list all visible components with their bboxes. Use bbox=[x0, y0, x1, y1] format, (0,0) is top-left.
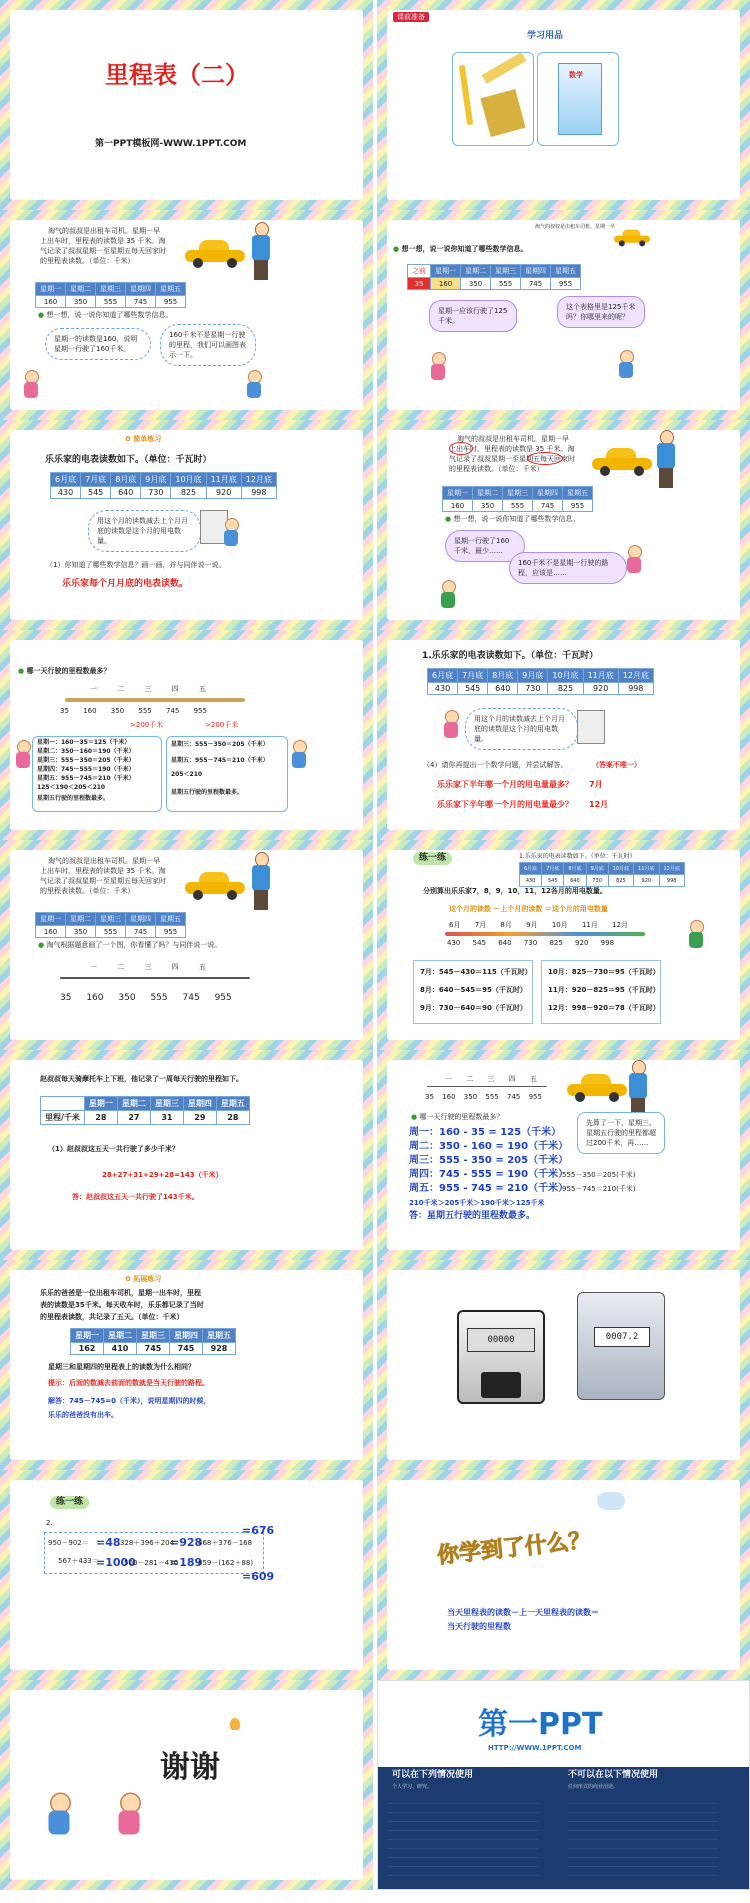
calc-line: 周四：745 - 555 = 190（千米） bbox=[409, 1169, 569, 1180]
hint-text: 提示：后面的数减去前面的数就是当天行驶的路程。 bbox=[48, 1379, 209, 1387]
result: =48 bbox=[96, 1536, 121, 1549]
calc-line: 125＜190＜205＜210 bbox=[37, 784, 106, 791]
result: =676 bbox=[242, 1524, 275, 1537]
prompt-text: ● 哪一天行驶的里程数最多？ bbox=[18, 667, 111, 675]
girl-image bbox=[625, 545, 643, 575]
prompt-text: ● 想一想，说一说你知道了哪些数学信息。 bbox=[445, 515, 580, 523]
calc-line: 205＜210 bbox=[171, 771, 203, 778]
calc-line: 星期三：555－350＝205（千米） bbox=[171, 741, 269, 748]
can-use-text: 个人学习、研究。 bbox=[392, 1784, 433, 1790]
para-line: 上出车时，里程表的读数是 35 千米。淘 bbox=[40, 867, 166, 875]
slide-odometer-3[interactable] bbox=[377, 420, 750, 630]
calc-box-right bbox=[541, 960, 661, 1024]
slide-most-distance-2[interactable] bbox=[377, 1050, 750, 1260]
summary-line: 当天行驶的里程数 bbox=[447, 1622, 511, 1631]
summary-line: 当天里程表的读数－上一天里程表的读数＝ bbox=[447, 1608, 599, 1617]
expression: 500－281－430 bbox=[124, 1559, 179, 1567]
taxi-image bbox=[614, 230, 650, 247]
slide-summary[interactable] bbox=[377, 1470, 750, 1680]
result: =1000 bbox=[96, 1556, 136, 1569]
para-line: 的里程表读数。（单位：千米） bbox=[40, 257, 135, 265]
slide-practice-electricity[interactable] bbox=[377, 840, 750, 1050]
summary-title: 你学到了什么？ bbox=[436, 1528, 592, 1569]
calc-line: 星期五行驶的里程数最多。 bbox=[37, 795, 110, 802]
calc-line: 星期四：745－555＝190（千米） bbox=[37, 766, 135, 773]
slide-meters[interactable] bbox=[377, 1260, 750, 1470]
balloon-icon bbox=[230, 1718, 240, 1730]
para-line: 的里程表读数。（单位：千米） bbox=[40, 887, 135, 895]
para-line: 乐乐的爸爸是一位出租车司机，星期一出车时，里程 bbox=[40, 1289, 201, 1297]
number-labels: 35 160 350 555 745 955 bbox=[60, 707, 207, 715]
odometer-table: 星期一 星期二 星期三 星期四 星期五 160 350 555 745 955 bbox=[35, 912, 186, 938]
para-line: 淘气的叔叔是出租车司机。星期一早 bbox=[48, 857, 160, 865]
calc-line: 7月：545－430＝115（千瓦时） bbox=[420, 968, 532, 976]
result: =609 bbox=[242, 1570, 275, 1583]
slide-practice-calc[interactable] bbox=[0, 1470, 373, 1680]
slide-title-text: 里程表（二） bbox=[105, 61, 249, 89]
compare-text: 210千米＞205千米＞190千米＞125千米 bbox=[409, 1199, 545, 1207]
driver-image bbox=[655, 430, 677, 488]
answer-text: 乐乐家每个月月底的电表读数。 bbox=[62, 579, 189, 589]
question-text: 乐乐家的电表读数如下。（单位：千瓦时） bbox=[45, 455, 212, 465]
calc-box-left bbox=[413, 960, 533, 1024]
section-header: 练一练 bbox=[413, 852, 452, 865]
boy-image bbox=[439, 580, 457, 610]
brand-url: HTTP://WWW.1PPT.COM bbox=[488, 1744, 582, 1752]
question-text: 分别算出乐乐家7，8，9，10，11，12各月的用电数量。 bbox=[423, 887, 607, 895]
boy-image bbox=[617, 350, 635, 380]
taxi-image bbox=[185, 872, 245, 900]
taxi-image bbox=[567, 1074, 627, 1102]
month-labels: 6月 7月 8月 9月 10月 11月 12月 bbox=[449, 921, 629, 929]
meter-table: 6月底 7月底 8月底 9月底 10月底 11月底 12月底 430 545 640 730 825 920 998 bbox=[427, 668, 654, 695]
supplies-box-right bbox=[537, 52, 619, 146]
month-values: 430 545 640 730 825 920 998 bbox=[447, 939, 615, 947]
calc-line: 周一：160 - 35 = 125（千米） bbox=[409, 1127, 562, 1138]
girl-image bbox=[22, 370, 40, 400]
slide-title[interactable] bbox=[0, 0, 373, 210]
speech-bubble: 星期一行驶了160千米，最少…… bbox=[445, 530, 525, 562]
question-1: （1）赵叔叔这五天一共行驶了多少千米？ bbox=[48, 1145, 179, 1153]
electric-meter-image bbox=[457, 1310, 545, 1404]
speech-bubble: 星期一的读数是160，说明星期一行驶了160千米。 bbox=[45, 328, 151, 360]
odometer-table: 星期一 星期二 星期三 星期四 星期五 160 350 555 745 955 bbox=[35, 282, 186, 308]
calc-line: 星期二：350－160＝190（千米） bbox=[37, 748, 135, 755]
section-header: ✿ 拓展练习 bbox=[125, 1275, 162, 1283]
para-line: 气记录了叔叔星期一至星期五每天回家时 bbox=[40, 247, 166, 255]
answer-text: 答：星期五行驶的里程数最多。 bbox=[409, 1211, 536, 1221]
supplies-title: 学习用品 bbox=[527, 31, 564, 41]
result: =928 bbox=[170, 1536, 203, 1549]
cannot-use-heading: 不可以在以下情况使用 bbox=[568, 1770, 659, 1780]
odometer-table: 之前 星期一 星期二 星期三 星期四 星期五 35 160 350 555 745 955 bbox=[407, 264, 581, 290]
supplies-box-left bbox=[452, 52, 534, 146]
can-use-heading: 可以在下列情况使用 bbox=[392, 1770, 474, 1780]
number-labels: 35 160 350 555 745 955 bbox=[425, 1093, 542, 1101]
girl-image bbox=[14, 740, 32, 770]
pencil-icon bbox=[459, 65, 473, 125]
calc-text: 28+27+31+29+28=143（千米） bbox=[102, 1171, 223, 1179]
answer-text: 答：赵叔叔这五天一共行驶了143千米。 bbox=[72, 1193, 199, 1201]
meter-base bbox=[481, 1372, 521, 1398]
boy-image bbox=[290, 740, 308, 770]
expression: 859－(162＋88) bbox=[198, 1559, 254, 1567]
day-labels: 一 二 三 四 五 bbox=[90, 963, 206, 971]
slide-thanks[interactable] bbox=[0, 1680, 373, 1890]
meter-display: 0007.2 bbox=[594, 1327, 650, 1347]
calc-line: 8月：640－545＝95（千瓦时） bbox=[420, 986, 527, 994]
expression: 328＋396＋204 bbox=[120, 1539, 175, 1547]
calc-line: 10月：825－730＝95（千瓦时） bbox=[548, 968, 660, 976]
calc-line: 9月：730－640＝90（千瓦时） bbox=[420, 1004, 527, 1012]
para-line: 淘气的叔叔是出租车司机。星期一早 bbox=[48, 227, 160, 235]
mini-text: 淘气的叔叔是出租车司机。星期一早 bbox=[535, 224, 616, 230]
small-title: 1.乐乐家的电表读数如下。（单位：千瓦时） bbox=[519, 853, 636, 860]
calc-line: 星期五行驶的里程数最多。 bbox=[171, 789, 244, 796]
gt-label: >200千米 bbox=[130, 721, 164, 729]
para-line: 上出车时，里程表的读数是 35 千米。淘 bbox=[449, 445, 575, 453]
tag-label: 课前准备 bbox=[393, 12, 429, 22]
boy-image bbox=[245, 370, 263, 400]
calc-line: 周二：350 - 160 = 190（千米） bbox=[409, 1141, 569, 1152]
question-4: （4）请你再提出一个数学问题，并尝试解答。 bbox=[423, 761, 568, 769]
question-text: 星期三和星期四的里程表上的读数为什么相同？ bbox=[48, 1363, 195, 1371]
speech-bubble: 160千米不是星期一行驶的里程，我们可以画图表示一下。 bbox=[160, 324, 256, 366]
number-line bbox=[445, 932, 645, 936]
girl-image bbox=[429, 352, 447, 382]
question-text: 赵叔叔每天骑摩托车上下班，他记录了一周每天行驶的里程如下。 bbox=[40, 1075, 243, 1083]
slide-electricity-1[interactable] bbox=[0, 420, 373, 630]
calc-line: 星期五：955－745＝210（千米） bbox=[171, 757, 269, 764]
highlight-circle bbox=[527, 452, 563, 465]
day-labels: 一 二 三 四 五 bbox=[90, 685, 206, 693]
para-line: 上出车时，里程表的读数是 35 千米。淘 bbox=[40, 237, 166, 245]
calc-line: 周五：955 - 745 = 210（千米） bbox=[409, 1183, 569, 1194]
slide-electricity-2[interactable] bbox=[377, 630, 750, 840]
answer-2: 乐乐家下半年哪一个月的用电量最少？ 12月 bbox=[437, 800, 609, 809]
para-line: 淘气的叔叔是出租车司机。星期一早 bbox=[457, 435, 569, 443]
driver-image bbox=[250, 222, 272, 280]
odometer-table: 星期一 星期二 星期三 星期四 星期五 162 410 745 745 928 bbox=[70, 1328, 236, 1355]
para-line: 表的读数是35千米。每天收车时，乐乐都记录了当时 bbox=[40, 1301, 204, 1309]
number-line bbox=[427, 1086, 547, 1087]
para-line: 气记录了叔叔星期一至星期五每天回家时 bbox=[40, 877, 166, 885]
number-labels: 35 160 350 555 745 955 bbox=[60, 993, 232, 1003]
speech-bubble: 用这个月的读数减去上个月月底的读数是这个月的用电数量。 bbox=[465, 708, 578, 750]
calc-line: 星期一：160－35＝125（千米） bbox=[37, 739, 131, 746]
driver-image bbox=[250, 852, 272, 910]
taxi-image bbox=[185, 240, 245, 268]
brand-logo: 第一PPT bbox=[478, 1707, 603, 1742]
slide-supplies[interactable] bbox=[377, 0, 750, 210]
girl-image bbox=[442, 710, 460, 740]
book-label: 数学 bbox=[569, 71, 583, 79]
prompt-text: ● 想一想，说一说你知道了哪些数学信息。 bbox=[393, 245, 528, 253]
para-line: 的里程表读数，共记录了五天。（单位：千米） bbox=[40, 1313, 184, 1321]
speech-bubble: 先算了一下，星期三、星期五行驶的里程都超过200千米，再…… bbox=[577, 1112, 665, 1154]
number-line bbox=[60, 977, 250, 979]
textbook-icon bbox=[558, 63, 602, 135]
result: =189 bbox=[170, 1556, 203, 1569]
highlight-circle bbox=[449, 442, 473, 455]
prompt-text: ● 哪一天行驶的里程数最多？ bbox=[411, 1113, 504, 1121]
slide-odometer-2[interactable] bbox=[377, 210, 750, 420]
formula-text: 这个月的读数 －上个月的读数 ＝这个月的用电数量 bbox=[449, 905, 608, 913]
slide-odometer-1[interactable] bbox=[0, 210, 373, 420]
cloud-icon bbox=[597, 1492, 625, 1510]
slide-odometer-4[interactable] bbox=[0, 840, 373, 1050]
link-list-right bbox=[568, 1795, 718, 1883]
exercise-number: 2. bbox=[46, 1519, 53, 1527]
speech-bubble: 星期一应该行驶了125千米。 bbox=[429, 300, 517, 332]
slide-extension[interactable] bbox=[0, 1260, 373, 1470]
speech-bubble: 这个表格里是125千米吗？你哪里来的呢？ bbox=[557, 296, 645, 328]
slide-ad[interactable] bbox=[377, 1680, 750, 1890]
meter-display: 00000 bbox=[467, 1328, 535, 1352]
calc-line: 12月：998－920＝78（千瓦时） bbox=[548, 1004, 660, 1012]
calc-line: 周三：555 - 350 = 205（千米） bbox=[409, 1155, 569, 1166]
driver-image bbox=[627, 1060, 649, 1118]
electric-meter-image bbox=[577, 1292, 665, 1400]
expression: 950－902＝ bbox=[48, 1539, 89, 1547]
prompt-text: ● 想一想，说一说你知道了哪些数学信息。 bbox=[38, 311, 173, 319]
answer-1: 乐乐家下半年哪一个月的用电量最多？ 7月 bbox=[437, 780, 603, 789]
para-line: 气记录了叔叔星期一至星期五每天回家时 bbox=[449, 455, 575, 463]
para-line: 的里程表读数。（单位：千米） bbox=[449, 465, 544, 473]
answer-line: 乐乐的爸爸没有出车。 bbox=[48, 1411, 118, 1419]
answer-line: 解答：745－745=0（千米），说明星期四的时候， bbox=[48, 1397, 211, 1405]
side-note: 955－745＝210(千米) bbox=[562, 1185, 636, 1193]
boy-image bbox=[687, 920, 705, 950]
number-line bbox=[65, 698, 245, 702]
section-header: 练一练 bbox=[50, 1496, 89, 1509]
ruler-icon bbox=[482, 52, 527, 84]
gt-label: >200千米 bbox=[205, 721, 239, 729]
link-list-left bbox=[388, 1795, 538, 1883]
odometer-table: 星期一 星期二 星期三 星期四 星期五 160 350 555 745 955 bbox=[442, 486, 593, 512]
meter-table: 6月底 7月底 8月底 9月底 10月底 11月底 12月底 430 545 640 730 825 920 998 bbox=[50, 472, 277, 499]
section-header: ✿ 简单练习 bbox=[125, 435, 162, 443]
speech-bubble: 用这个月的读数减去上个月月底的读数是这个月的用电数量。 bbox=[88, 510, 201, 552]
slide-most-distance-1[interactable] bbox=[0, 630, 373, 840]
note-text: （答案不唯一） bbox=[592, 761, 641, 769]
question-text: 1.乐乐家的电表读数如下。（单位：千瓦时） bbox=[422, 651, 599, 661]
cannot-use-text: 任何形式的商业用途。 bbox=[568, 1784, 619, 1790]
meter-icon bbox=[577, 710, 605, 744]
calc-line: 星期五：955－745＝210（千米） bbox=[37, 775, 135, 782]
slide-motorcycle[interactable] bbox=[0, 1050, 373, 1260]
calc-box-left bbox=[32, 736, 162, 812]
girl-image bbox=[116, 1793, 143, 1838]
protractor-icon bbox=[480, 89, 525, 137]
expression: 567＋433＝ bbox=[58, 1557, 99, 1565]
taxi-image bbox=[592, 448, 652, 476]
speech-bubble: 160千米不是星期一行驶的路程，应该是…… bbox=[509, 552, 627, 584]
thanks-text: 谢谢 bbox=[160, 1750, 220, 1785]
meter-table-mini: 6月底 7月底 8月底 9月底 10月底 11月底 12月底 430 545 640 730 825 920 998 bbox=[519, 862, 685, 887]
boy-image bbox=[46, 1793, 73, 1838]
distance-table: 星期一 星期二 星期三 星期四 星期五 里程/千米 28 27 31 29 28 bbox=[40, 1096, 250, 1125]
ad-footer bbox=[378, 1767, 750, 1890]
side-note: 555－350＝205(千米) bbox=[562, 1171, 636, 1179]
question-1: （1）你知道了哪些数学信息？画一画，并与同伴说一说。 bbox=[46, 561, 226, 569]
boy-image bbox=[222, 518, 240, 548]
expression: 468＋376－168 bbox=[198, 1539, 253, 1547]
slide-footer-text: 第一PPT模板网-WWW.1PPT.COM bbox=[95, 139, 247, 149]
day-labels: 一 二 三 四 五 bbox=[445, 1075, 537, 1083]
calc-box-right bbox=[166, 736, 288, 812]
calc-line: 星期三：555－350＝205（千米） bbox=[37, 757, 135, 764]
prompt-text: ● 淘气根据题意画了一个图，你看懂了吗？与同伴说一说。 bbox=[38, 941, 222, 949]
calc-line: 11月：920－825＝95（千瓦时） bbox=[548, 986, 660, 994]
